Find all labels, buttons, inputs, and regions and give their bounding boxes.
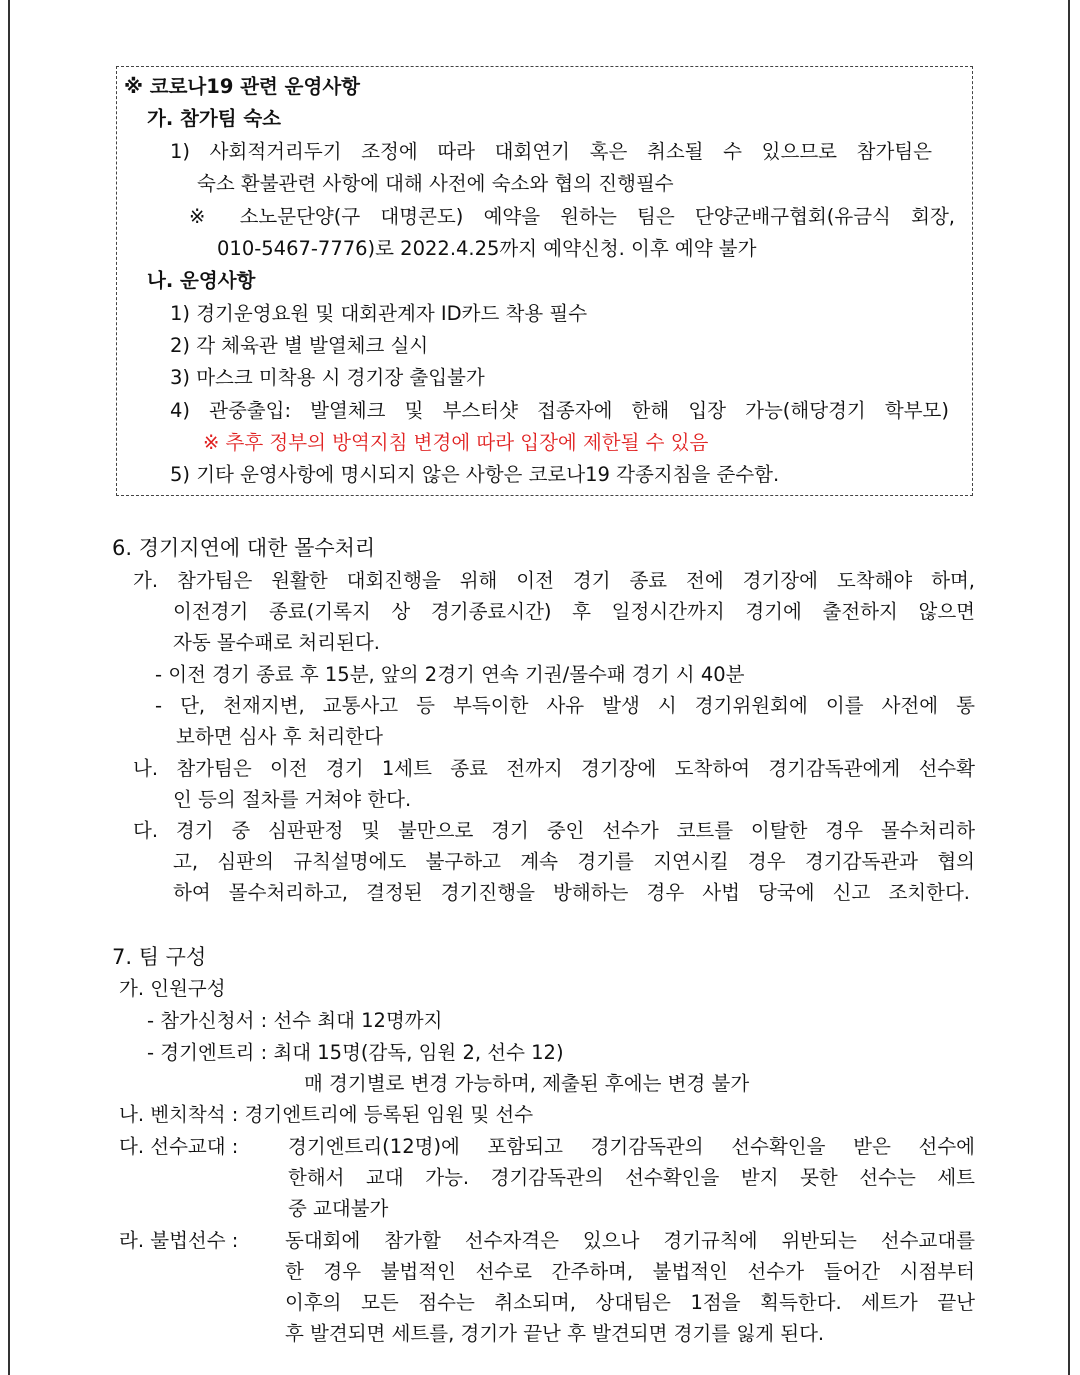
section-6-ga-line3: 자동 몰수패로 처리된다. (173, 631, 380, 654)
covid-accommodation-title: 가. 참가팀 숙소 (147, 107, 282, 130)
section-7-substitution-line3: 중 교대불가 (288, 1197, 389, 1220)
covid-operation-item-2: 2) 각 체육관 별 발열체크 실시 (170, 334, 429, 357)
covid-accommodation-note-line1: ※ 소노문단양(구 대명콘도) 예약을 원하는 팀은 단양군배구협회(유금식 회장, (189, 205, 955, 228)
section-7-illegal-player-line2: 한 경우 불법적인 선수로 간주하며, 불법적인 선수가 들어간 시점부터 (285, 1260, 975, 1283)
section-6-dash-2-line1: - 단, 천재지변, 교통사고 등 부득이한 사유 발생 시 경기위원회에 이를 사전에 통 (155, 694, 975, 717)
covid-accommodation-item-1-line1: 1) 사회적거리두기 조정에 따라 대회연기 혹은 취소될 수 있으므로 참가팀은 (170, 140, 932, 163)
covid-operation-item-1: 1) 경기운영요원 및 대회관계자 ID카드 착용 필수 (170, 302, 588, 325)
section-6-title: 6. 경기지연에 대한 몰수처리 (112, 536, 376, 560)
section-6-na-line1: 나. 참가팀은 이전 경기 1세트 종료 전까지 경기장에 도착하여 경기감독관에게 선수확 (133, 757, 975, 780)
covid-operation-item-3: 3) 마스크 미착용 시 경기장 출입불가 (170, 366, 485, 389)
section-7-illegal-player-line3: 이후의 모든 점수는 취소되며, 상대팀은 1점을 획득한다. 세트가 끝난 (285, 1291, 975, 1314)
section-7-substitution-line1: 경기엔트리(12명)에 포함되고 경기감독관의 선수확인을 받은 선수에 (288, 1135, 975, 1158)
covid-operation-item-4: 4) 관중출입: 발열체크 및 부스터샷 접종자에 한해 입장 가능(해당경기 학부모) (170, 399, 949, 422)
section-6-na-line2: 인 등의 절차를 거쳐야 한다. (173, 788, 412, 811)
section-7-apply-form: - 참가신청서 : 선수 최대 12명까지 (147, 1009, 443, 1032)
covid-warning-note: ※ 추후 정부의 방역지침 변경에 따라 입장에 제한될 수 있음 (203, 431, 709, 454)
section-6-dash-1: - 이전 경기 종료 후 15분, 앞의 2경기 연속 기권/몰수패 경기 시 40분 (155, 663, 745, 686)
section-6-da-line2: 고, 심판의 규칙설명에도 불구하고 계속 경기를 지연시킬 경우 경기감독관과 협의 (173, 850, 975, 873)
section-7-substitution-label: 다. 선수교대 : (119, 1135, 239, 1158)
covid-accommodation-note-line2: 010-5467-7776)로 2022.4.25까지 예약신청. 이후 예약 불가 (217, 237, 757, 260)
covid-operation-title: 나. 운영사항 (147, 269, 256, 292)
section-6-da-line1: 다. 경기 중 심판판정 및 불만으로 경기 중인 선수가 코트를 이탈한 경우 몰수처리하 (133, 819, 975, 842)
section-7-title: 7. 팀 구성 (112, 945, 207, 969)
covid-accommodation-item-1-line2: 숙소 환불관련 사항에 대해 사전에 숙소와 협의 진행필수 (197, 172, 674, 195)
section-7-game-entry: - 경기엔트리 : 최대 15명(감독, 임원 2, 선수 12) (147, 1041, 564, 1064)
section-7-bench-seating: 나. 벤치착석 : 경기엔트리에 등록된 임원 및 선수 (119, 1103, 534, 1126)
section-7-illegal-player-label: 라. 불법선수 : (119, 1229, 239, 1252)
section-6-dash-2-line2: 보하면 심사 후 처리한다 (176, 725, 383, 748)
section-6-ga-line1: 가. 참가팀은 원활한 대회진행을 위해 이전 경기 종료 전에 경기장에 도착해야 하며, (133, 569, 975, 592)
section-6-ga-line2: 이전경기 종료(기록지 상 경기종료시간) 후 일정시간까지 경기에 출전하지 않으면 (173, 600, 975, 623)
section-7-illegal-player-line4: 후 발견되면 세트를, 경기가 끝난 후 발견되면 경기를 잃게 된다. (285, 1322, 825, 1345)
section-7-illegal-player-line1: 동대회에 참가할 선수자격은 있으나 경기규칙에 위반되는 선수교대를 (285, 1229, 975, 1252)
covid-title: ※ 코로나19 관련 운영사항 (124, 75, 360, 98)
section-7-game-entry-note: 매 경기별로 변경 가능하며, 제출된 후에는 변경 불가 (304, 1072, 750, 1095)
section-6-da-line3: 하여 몰수처리하고, 결정된 경기진행을 방해하는 경우 사법 당국에 신고 조치한다. (173, 881, 970, 904)
covid-operation-item-5: 5) 기타 운영사항에 명시되지 않은 사항은 코로나19 각종지침을 준수함. (170, 463, 780, 486)
section-7-substitution-line2: 한해서 교대 가능. 경기감독관의 선수확인을 받지 못한 선수는 세트 (288, 1166, 975, 1189)
section-7-ga-title: 가. 인원구성 (119, 977, 226, 1000)
